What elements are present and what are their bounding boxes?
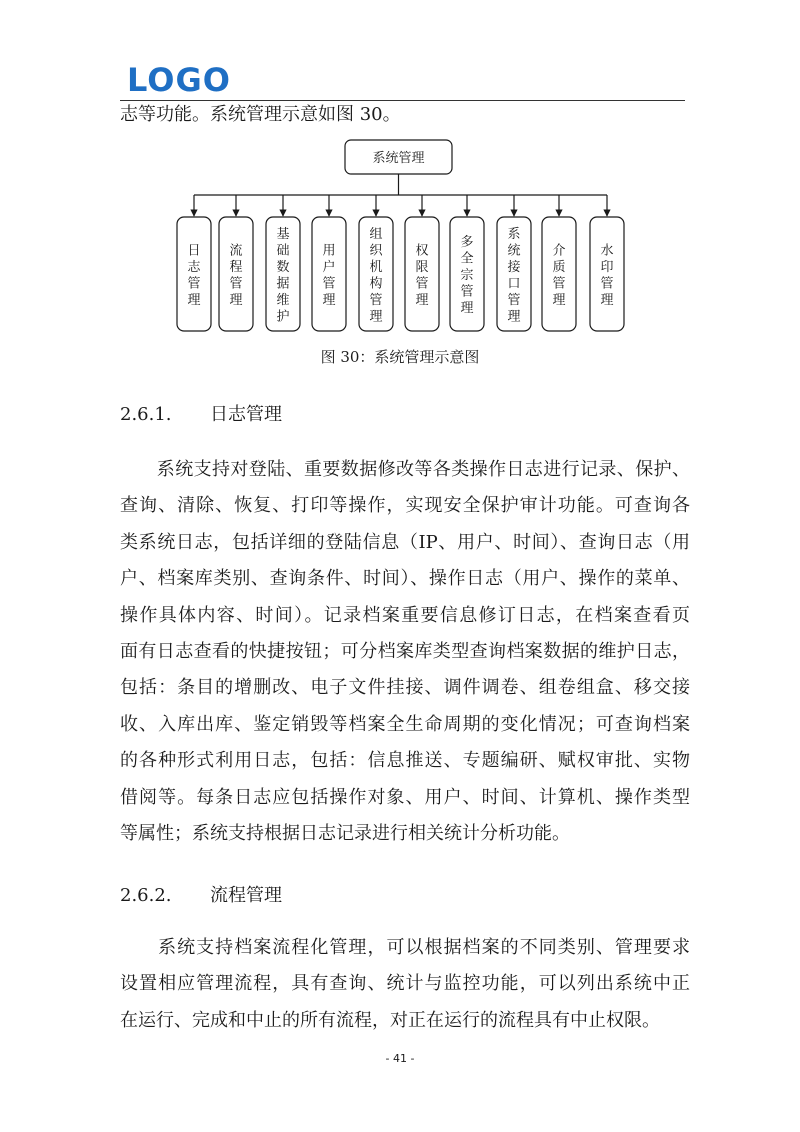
paragraph-line: 借阅等。每条日志应包括操作对象、用户、时间、计算机、操作类型	[120, 786, 690, 808]
paragraph-line: 设置相应管理流程，具有查询、统计与监控功能，可以列出系统中正	[120, 973, 690, 995]
workflow-management-paragraph	[120, 930, 690, 1039]
page-number: - 41 -	[385, 1052, 415, 1065]
section-title: 日志管理	[210, 404, 282, 425]
paragraph-line: 系统支持对登陆、重要数据修改等各类操作日志进行记录、保护、	[120, 459, 690, 480]
child-box-label: 介质管理	[552, 243, 566, 308]
paragraph-line: 系统支持档案流程化管理，可以根据档案的不同类别、管理要求	[120, 937, 690, 958]
paragraph-line: 等属性；系统支持根据日志记录进行相关统计分析功能。	[120, 823, 570, 845]
child-box-label: 基础数据维护	[276, 226, 290, 325]
intro-line: 志等功能。系统管理示意如图 30。	[120, 104, 401, 125]
log-management-paragraph	[120, 452, 690, 852]
section-heading-workflow	[120, 883, 282, 909]
child-box-label: 系统接口管理	[507, 226, 521, 325]
paragraph-line: 户、档案库类别、查询条件、时间）、操作日志（用户、操作的菜单、	[120, 568, 690, 590]
root-box-label: 系统管理	[372, 151, 425, 166]
child-box-label: 组织机构管理	[369, 226, 383, 325]
paragraph-line: 收、入库出库、鉴定销毁等档案全生命周期的变化情况；可查询档案	[120, 713, 690, 735]
paragraph-line: 类系统日志，包括详细的登陆信息（IP、用户、时间）、查询日志（用	[120, 531, 690, 553]
section-title: 流程管理	[210, 885, 282, 906]
child-box-label: 日志管理	[187, 243, 201, 308]
paragraph-line: 包括：条目的增删改、电子文件挂接、调件调卷、组卷组盒、移交接	[120, 677, 690, 699]
child-box-label: 多全宗管理	[460, 235, 474, 316]
section-heading-log	[120, 402, 282, 428]
system-management-diagram	[0, 0, 800, 345]
paragraph-line: 操作具体内容、时间）。记录档案重要信息修订日志，在档案查看页	[120, 604, 690, 626]
section-number: 2.6.1.	[120, 404, 172, 425]
paragraph-line: 查询、清除、恢复、打印等操作，实现安全保护审计功能。可查询各	[120, 495, 690, 517]
paragraph-line: 的各种形式利用日志，包括：信息推送、专题编研、赋权审批、实物	[120, 750, 690, 772]
child-box-label: 用户管理	[322, 243, 336, 308]
figure-caption: 图 30：系统管理示意图	[320, 348, 480, 366]
child-box-label: 水印管理	[600, 243, 614, 308]
child-box-label: 权限管理	[415, 243, 429, 308]
child-box-label: 流程管理	[229, 243, 243, 308]
section-number: 2.6.2.	[120, 885, 172, 906]
logo: LOGO	[127, 61, 231, 99]
paragraph-line: 在运行、完成和中止的所有流程，对正在运行的流程具有中止权限。	[120, 1009, 660, 1031]
paragraph-line: 面有日志查看的快捷按钮；可分档案库类型查询档案数据的维护日志，	[120, 641, 690, 663]
